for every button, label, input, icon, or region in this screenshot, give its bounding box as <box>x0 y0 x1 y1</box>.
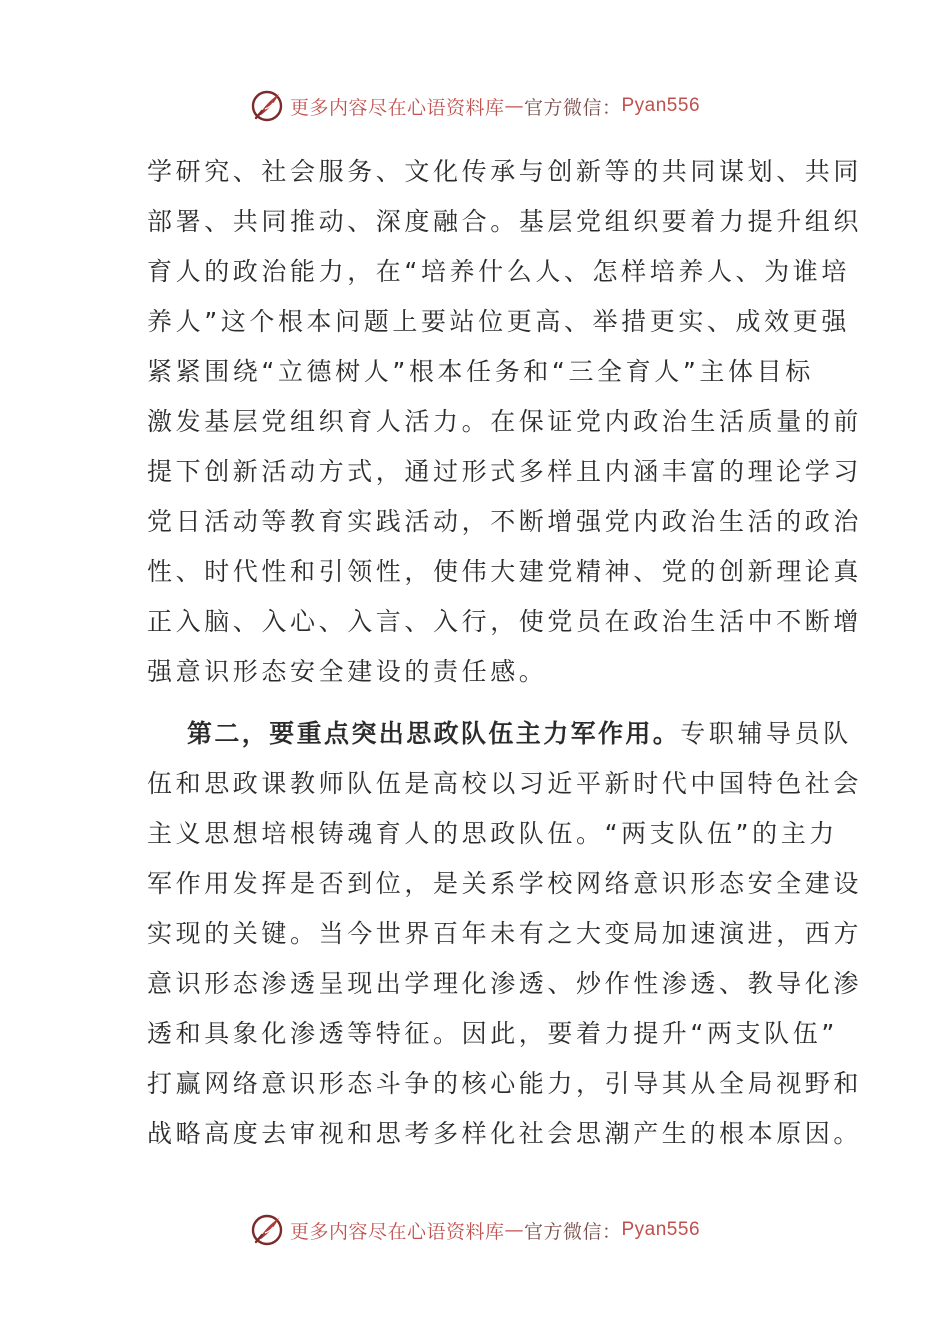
quill-pen-icon <box>250 89 284 123</box>
paragraph-1 <box>147 147 863 697</box>
header-banner <box>0 86 950 126</box>
header-brand-text: 更多内容尽在心语资料库 <box>289 96 505 119</box>
text-line: 学研究、社会服务、文化传承与创新等的共同谋划、共同 <box>147 157 863 186</box>
text-line: 养人”这个根本问题上要站位更高、举措更实、成效更强 <box>147 307 850 336</box>
text-line: 主义思想培根铸魂育人的思政队伍。“两支队伍”的主力 <box>147 819 838 848</box>
text-line: 伍和思政课教师队伍是高校以习近平新时代中国特色社会 <box>147 769 863 798</box>
text-line: 党日活动等教育实践活动，不断增强党内政治生活的政治 <box>147 507 863 536</box>
text-line: 正入脑、入心、入言、入行，使党员在政治生活中不断增 <box>147 607 863 636</box>
text-line: 透和具象化渗透等特征。因此，要着力提升“两支队伍” <box>147 1019 838 1048</box>
text-line: 强意识形态安全建设的责任感。 <box>147 657 548 686</box>
text-line: 实现的关键。当今世界百年未有之大变局加速演进，西方 <box>147 919 863 948</box>
footer-wechat-id: Pyan556 <box>621 1219 701 1240</box>
text-line: 意识形态渗透呈现出学理化渗透、炒作性渗透、教导化渗 <box>147 969 863 998</box>
paragraph-gap <box>147 697 807 709</box>
footer-separator: — <box>504 1219 524 1241</box>
text-line: 军作用发挥是否到位，是关系学校网络意识形态安全建设 <box>147 869 863 898</box>
header-wechat-label: 官方微信： <box>523 96 622 119</box>
footer-banner <box>0 1210 950 1250</box>
heading-continuation: 专职辅导员队 <box>680 719 852 748</box>
text-line: 紧紧围绕“立德树人”根本任务和“三全育人”主体目标 <box>147 357 814 386</box>
paragraph-heading: 第二，要重点突出思政队伍主力军作用。 <box>187 719 681 748</box>
footer-brand-text: 更多内容尽在心语资料库 <box>289 1220 505 1243</box>
quill-pen-icon <box>250 1213 284 1247</box>
header-separator: — <box>504 95 524 117</box>
text-line: 激发基层党组织育人活力。在保证党内政治生活质量的前 <box>147 407 863 436</box>
text-line: 育人的政治能力，在“培养什么人、怎样培养人、为谁培 <box>147 257 850 286</box>
header-wechat-id: Pyan556 <box>621 95 701 116</box>
text-line: 部署、共同推动、深度融合。基层党组织要着力提升组织 <box>147 207 863 236</box>
document-body <box>147 147 863 1159</box>
text-line <box>147 709 852 759</box>
paragraph-2 <box>147 709 863 1159</box>
footer-wechat-label: 官方微信： <box>523 1220 622 1243</box>
text-line: 性、时代性和引领性，使伟大建党精神、党的创新理论真 <box>147 557 863 586</box>
text-line: 提下创新活动方式，通过形式多样且内涵丰富的理论学习 <box>147 457 863 486</box>
text-line: 战略高度去审视和思考多样化社会思潮产生的根本原因。 <box>147 1119 863 1148</box>
text-line: 打赢网络意识形态斗争的核心能力，引导其从全局视野和 <box>147 1069 863 1098</box>
